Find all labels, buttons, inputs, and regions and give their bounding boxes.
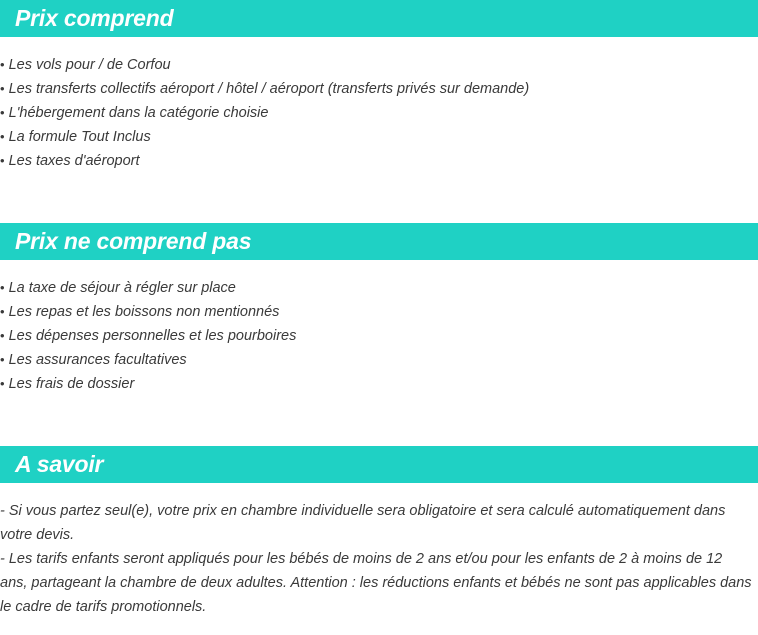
section-title: Prix ne comprend pas xyxy=(15,228,252,254)
included-list xyxy=(0,53,529,173)
bullet-icon: • xyxy=(0,105,5,120)
list-item: • Les transferts collectifs aéroport / hôtel / aéroport (transferts privés sur demande) xyxy=(0,81,530,97)
section-header-prix-comprend xyxy=(0,0,758,37)
bullet-icon: • xyxy=(0,352,5,367)
section-title: A savoir xyxy=(15,451,104,477)
section-header-prix-ne-comprend-pas xyxy=(0,223,758,260)
list-item: • Les frais de dossier xyxy=(0,376,135,392)
bullet-icon: • xyxy=(0,280,5,295)
info-paragraph-child-rates: - Les tarifs enfants seront appliqués pour les bébés de moins de 2 ans et/ou pour les enfants de 2 à moins de 12 ans, partageant la chambre de deux adultes. Attention : les réductions enfants et bébés ne sont pas applicables dans le cadre de tarifs promotionnels. xyxy=(0,551,752,615)
bullet-icon: • xyxy=(0,129,5,144)
list-item: • La formule Tout Inclus xyxy=(0,129,151,145)
list-item: • Les taxes d'aéroport xyxy=(0,153,140,169)
bullet-icon: • xyxy=(0,57,5,72)
bullet-icon: • xyxy=(0,304,5,319)
info-paragraph-single-supplement: - Si vous partez seul(e), votre prix en chambre individuelle sera obligatoire et sera calculé automatiquement dans votre devis. xyxy=(0,503,726,543)
section-header-a-savoir xyxy=(0,446,758,483)
bullet-icon: • xyxy=(0,81,5,96)
bullet-icon: • xyxy=(0,153,5,168)
excluded-list xyxy=(0,276,296,396)
list-item: • Les dépenses personnelles et les pourboires xyxy=(0,328,297,344)
list-item: • Les assurances facultatives xyxy=(0,352,187,368)
list-item: • L'hébergement dans la catégorie choisie xyxy=(0,105,269,121)
bullet-icon: • xyxy=(0,376,5,391)
list-item: • La taxe de séjour à régler sur place xyxy=(0,280,236,296)
list-item: • Les repas et les boissons non mentionnés xyxy=(0,304,280,320)
bullet-icon: • xyxy=(0,328,5,343)
section-title: Prix comprend xyxy=(15,5,174,31)
list-item: • Les vols pour / de Corfou xyxy=(0,57,171,73)
